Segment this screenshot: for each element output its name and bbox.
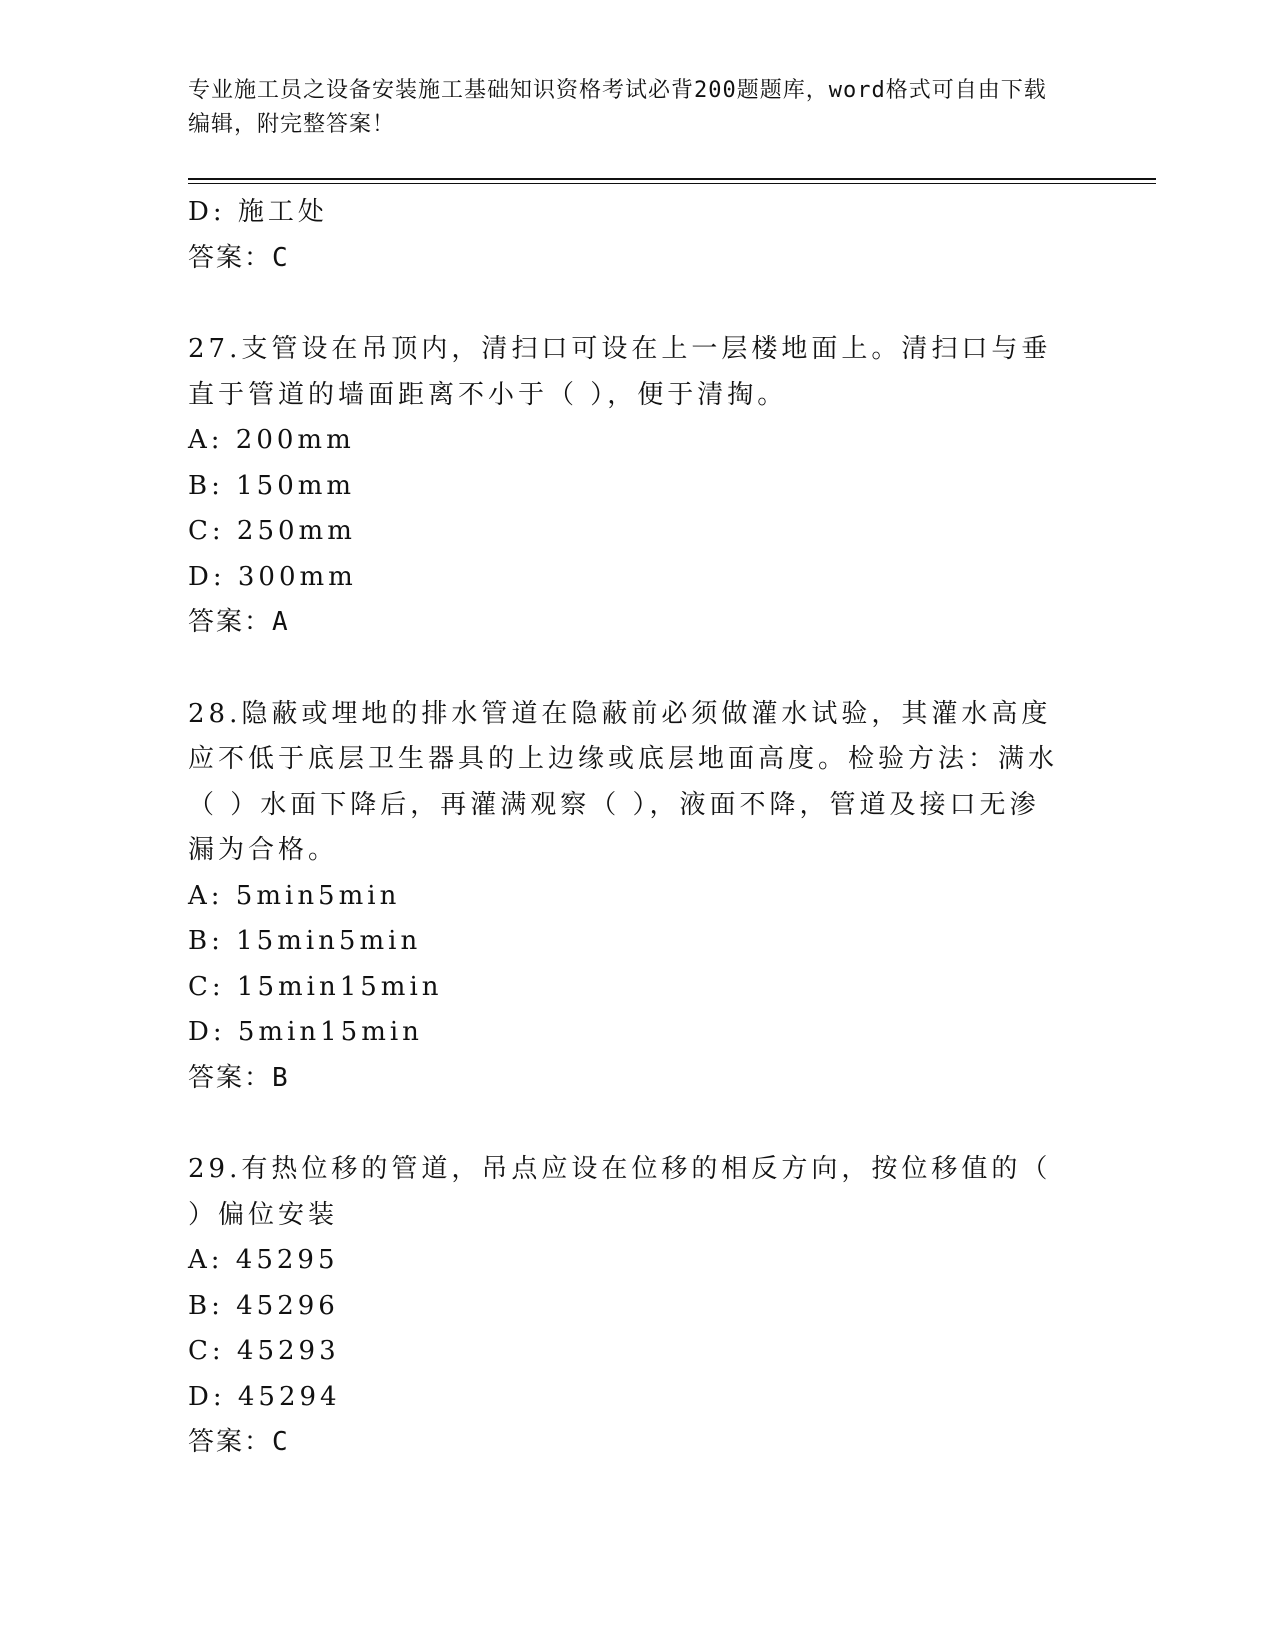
option-c: C: 250mm: [188, 516, 356, 546]
option-b: B: 150mm: [188, 470, 356, 501]
prev-answer: 答案：C: [188, 242, 290, 273]
question-27: [188, 327, 1088, 646]
option-b: B: 45296: [188, 1290, 339, 1321]
answer: 答案：B: [188, 1062, 290, 1093]
header-rule-thin: [188, 183, 1156, 184]
option-a: A: 5min5min: [188, 880, 401, 911]
question-stem: 28.隐蔽或埋地的排水管道在隐蔽前必须做灌水试验，其灌水高度应不低于底层卫生器具的上边缘或底层地面高度。检验方法：满水（ ）水面下降后，再灌满观察（ ），液面不降，管道及接口无渗漏为合格。: [188, 698, 1059, 865]
option-d: D: 45294: [188, 1381, 341, 1412]
question-29: [188, 1147, 1088, 1466]
header-rule-thick: [188, 178, 1156, 180]
option-d: D: 5min15min: [188, 1017, 423, 1047]
prev-option-d: D: 施工处: [188, 197, 328, 227]
option-d: D: 300mm: [188, 561, 357, 592]
document-header: 专业施工员之设备安装施工基础知识资格考试必背200题题库，word格式可自由下载编辑，附完整答案！: [188, 78, 1047, 137]
question-28: [188, 692, 1088, 1102]
question-stem: 27.支管设在吊顶内，清扫口可设在上一层楼地面上。清扫口与垂直于管道的墙面距离不小于（ ），便于清掏。: [188, 334, 1052, 410]
option-b: B: 15min5min: [188, 926, 422, 956]
answer: 答案：C: [188, 1427, 290, 1457]
option-c: C: 15min15min: [188, 971, 443, 1002]
question-stem: 29.有热位移的管道，吊点应设在位移的相反方向，按位移值的（ ）偏位安装: [188, 1154, 1052, 1230]
option-c: C: 45293: [188, 1336, 340, 1366]
question-list: [188, 190, 1088, 1466]
option-a: A: 45295: [188, 1245, 339, 1275]
answer: 答案：A: [188, 607, 290, 637]
option-a: A: 200mm: [188, 425, 355, 455]
